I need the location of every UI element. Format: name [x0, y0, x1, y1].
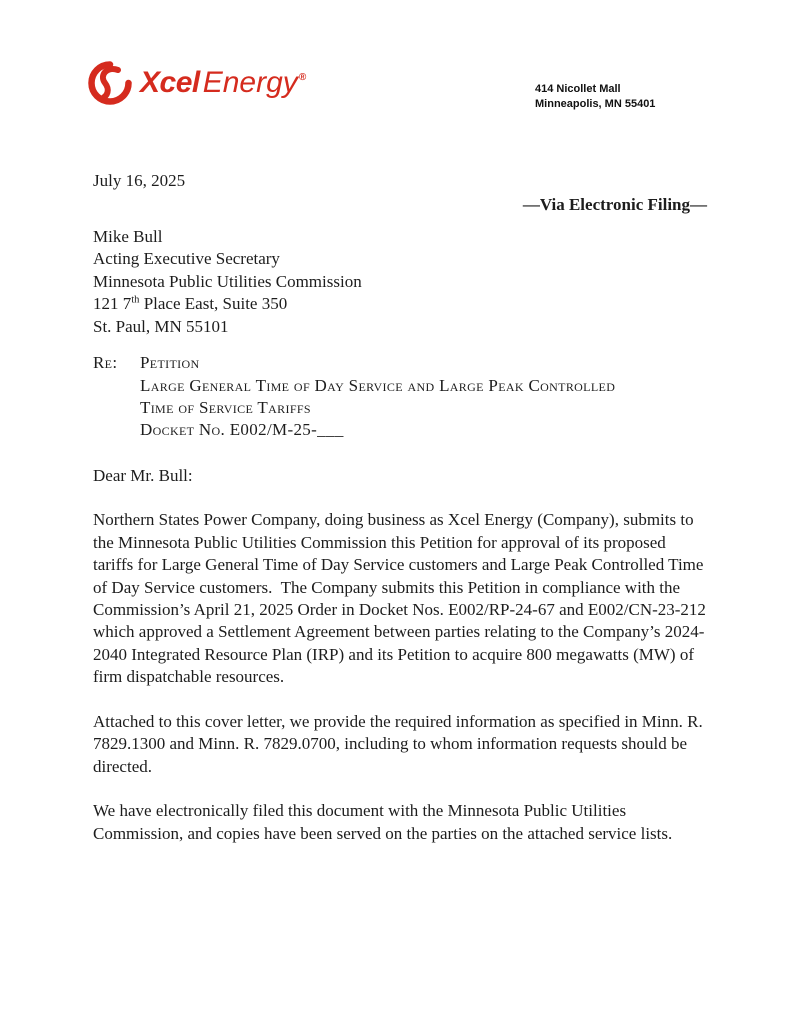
company-address-city: Minneapolis, MN 55401 — [535, 98, 656, 110]
logo-wordmark — [140, 68, 305, 98]
company-address-street: 414 Nicollet Mall — [535, 83, 621, 95]
recipient-street — [93, 293, 707, 315]
recipient-organization: Minnesota Public Utilities Commission — [93, 271, 362, 291]
logo-word-energy: Energy — [202, 66, 298, 99]
recipient-street-suffix: Place East, Suite 350 — [139, 294, 288, 314]
body-paragraph-1: Northern States Power Company, doing business as Xcel Energy (Company), submits to the Minnesota Public Utilities Commission this Petition for approval of its proposed tariffs for Large General Time of Day Service customers and Large Peak Controlled Time of Day Service customers. The Company submits this Petition in compliance with the Commission’s April 21, 2025 Order in Docket Nos. E002/RP-24-67 and E002/CN-23-212 which approved a Settlement Agreement between parties relating to the Company’s 2024-2040 Integrated Resource Plan (IRP) and its Petition to acquire 800 megawatts (MW) of firm dispatchable resources. — [93, 510, 711, 687]
recipient-block — [93, 226, 707, 338]
xcel-swirl-icon — [84, 58, 136, 108]
registered-trademark-symbol: ® — [298, 72, 307, 83]
body-paragraph-2: Attached to this cover letter, we provide the required information as specified in Minn. R. 7829.1300 and Minn. R. 7829.0700, including to whom information requests should be directed. — [93, 711, 707, 776]
logo-word-xcel: Xcel — [140, 66, 200, 99]
recipient-city: St. Paul, MN 55101 — [93, 316, 229, 336]
letter-date: July 16, 2025 — [93, 171, 186, 190]
letter-body — [93, 170, 711, 845]
re-label: Re: — [93, 353, 118, 373]
re-content — [140, 352, 615, 442]
salutation: Dear Mr. Bull: — [93, 465, 193, 485]
recipient-title: Acting Executive Secretary — [93, 249, 280, 269]
re-subject-line2: Large General Time of Day Service and Large Peak Controlled — [140, 375, 616, 395]
body-paragraph-3: We have electronically filed this document with the Minnesota Public Utilities Commission, and copies have been served on the parties on the attached service lists. — [93, 801, 673, 843]
xcel-energy-logo — [84, 58, 305, 108]
recipient-street-prefix: 121 7 — [93, 294, 132, 314]
re-subject-petition: Petition — [140, 353, 200, 373]
via-electronic-filing: —Via Electronic Filing— — [522, 195, 707, 215]
re-block — [93, 352, 707, 442]
re-subject-line3: Time of Service Tariffs — [140, 397, 311, 417]
company-address — [535, 82, 655, 112]
recipient-name: Mike Bull — [93, 226, 163, 246]
re-docket-number: Docket No. E002/M-25-___ — [140, 420, 344, 440]
recipient-street-ordinal: th — [131, 294, 140, 306]
